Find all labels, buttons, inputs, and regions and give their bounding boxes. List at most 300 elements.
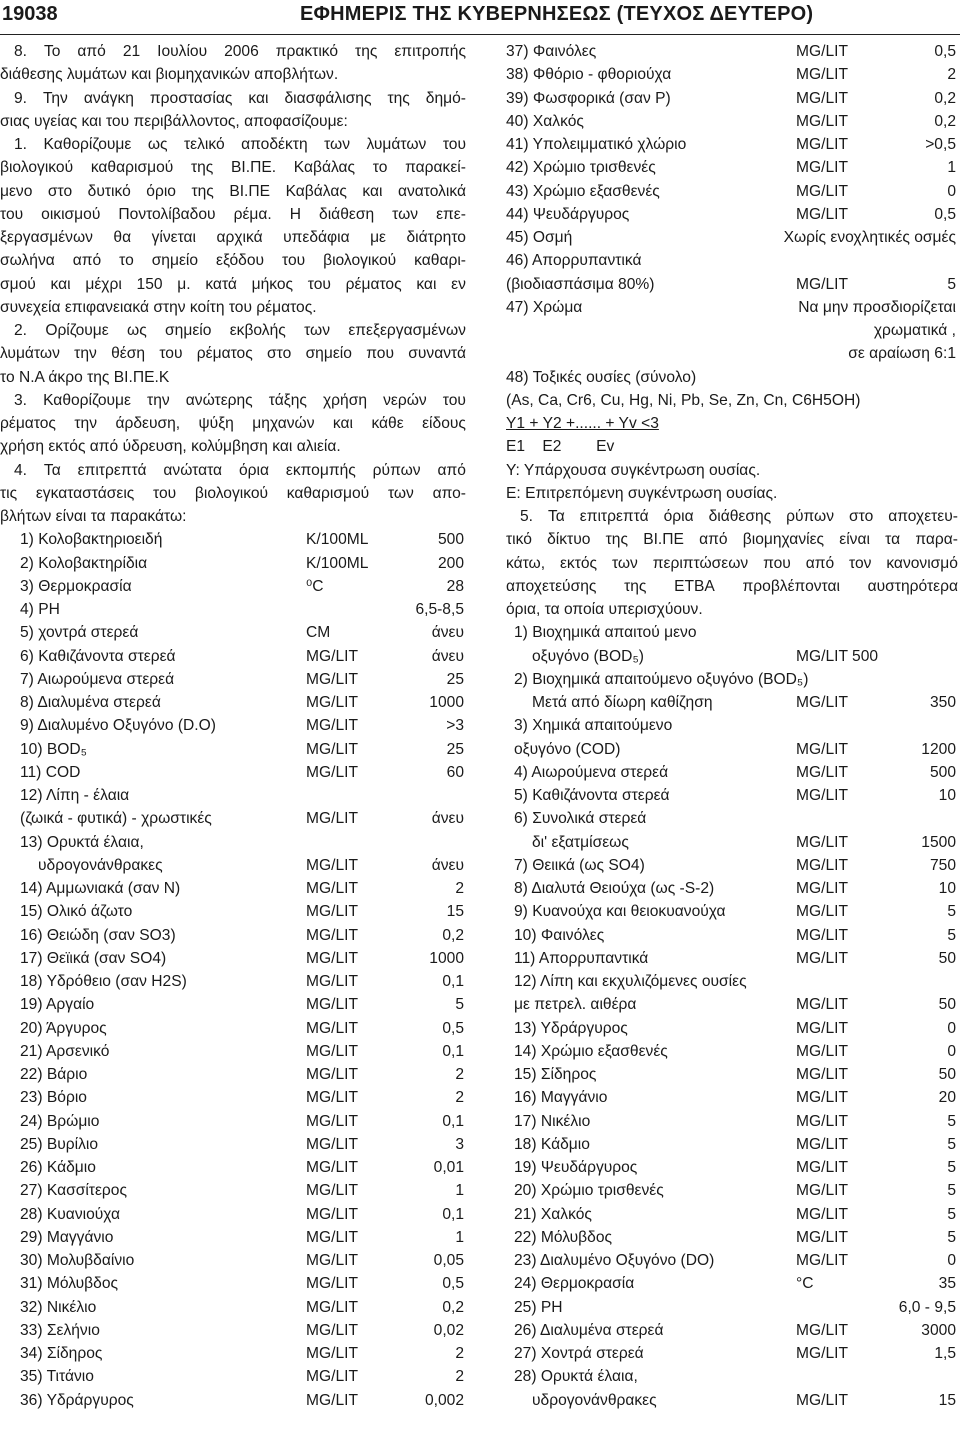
word: βιολογικού: [194, 484, 269, 502]
limit-label: υδρογονάνθρακες: [532, 1391, 657, 1409]
word: κανονισμό: [886, 554, 958, 572]
line-text: Ε: Επιτρεπόμενη συγκέντρωση ουσίας.: [506, 484, 778, 502]
limit-value: 15: [446, 903, 464, 921]
word: του: [159, 345, 183, 363]
limit-label: 8) Διαλυμένα στερεά: [20, 694, 161, 711]
text-line: [0, 180, 466, 203]
limit-value: 2: [455, 1345, 464, 1362]
limit-value: Χωρίς ενοχλητικές οσμές: [783, 229, 956, 246]
word: είναι: [839, 531, 870, 549]
limit-row: [0, 1226, 466, 1249]
limit-row: [506, 947, 958, 970]
justified-line: [14, 133, 466, 156]
limit-row: [0, 761, 466, 784]
page-number: 19038: [2, 3, 58, 25]
limit-label: 35) Τιτάνιο: [20, 1368, 94, 1386]
limit-row: [506, 226, 958, 249]
limit-label: 6) Καθιζάνοντα στερεά: [20, 647, 176, 665]
word: τα: [885, 531, 901, 549]
limit-unit: MG/LIT: [796, 763, 848, 781]
word: εν: [451, 275, 466, 293]
limit-unit: MG/LIT: [796, 1182, 848, 1200]
word: μενο: [0, 182, 33, 200]
limit-unit: MG/LIT: [306, 670, 358, 688]
limit-unit: MG/LIT: [796, 833, 848, 851]
limit-row: [0, 924, 466, 947]
limit-unit: MG/LIT: [306, 1042, 358, 1060]
limit-value: 1: [455, 1182, 464, 1200]
limit-label: 18) Κάδμιο: [514, 1135, 590, 1153]
word: και: [50, 275, 71, 293]
text-line: [0, 249, 466, 272]
text-line: [506, 598, 958, 621]
word: ανάγκη: [83, 89, 134, 107]
word: μ.: [177, 275, 191, 293]
limit-row: [506, 645, 958, 668]
limit-row: [506, 110, 958, 133]
word: της: [190, 159, 214, 177]
limit-row: [0, 552, 466, 575]
limit-label: 14) Χρώμιο εξασθενές: [514, 1042, 668, 1060]
word: 2006: [224, 43, 259, 60]
limit-row: [506, 970, 958, 993]
limit-value: 0: [947, 1252, 956, 1269]
justified-line: [0, 203, 466, 226]
limit-row: [506, 1179, 958, 1202]
word: διάτρητο: [406, 229, 466, 246]
limit-row: [0, 528, 466, 551]
limit-unit: MG/LIT: [796, 880, 848, 897]
word: εκβολής: [229, 322, 286, 339]
word: καθαρι-: [414, 252, 466, 270]
limit-row: [506, 1203, 958, 1226]
line-text: χρήση εκτός από ύδρευση, κολύμβηση και αλιεία.: [0, 438, 341, 456]
limit-unit: MG/LIT: [306, 763, 358, 781]
justified-line: [506, 575, 958, 598]
word: του: [442, 136, 466, 153]
word: των: [387, 484, 414, 502]
limit-value: 0,02: [433, 1321, 464, 1339]
limit-unit: MG/LIT: [306, 1368, 358, 1386]
limit-label: 11) Απορρυπαντικά: [514, 949, 649, 967]
limit-label: 45) Οσμή: [506, 229, 573, 246]
limit-label: 8) Διαλυτά Θειούχα (ως -S-2): [514, 880, 715, 897]
limit-label: 6) Συνολικά στερεά: [514, 810, 647, 828]
limit-label: (ζωικά - φυτικά) - χρωστικές: [20, 810, 212, 828]
text-line: [0, 296, 466, 319]
word: που: [763, 554, 791, 572]
limit-row: [0, 1272, 466, 1295]
word: όρια: [238, 461, 269, 479]
limit-row: [0, 714, 466, 737]
word: σμού: [0, 275, 36, 293]
word: στο: [267, 345, 292, 363]
limit-unit: MG/LIT: [796, 136, 848, 153]
justified-line: [14, 40, 466, 63]
limit-unit: MG/LIT: [306, 1228, 358, 1246]
limit-value: 5: [947, 1112, 956, 1130]
limit-unit: MG/LIT: [796, 66, 848, 84]
limit-label: 28) Κυανιούχα: [20, 1205, 121, 1223]
limit-value: 2: [455, 1089, 464, 1107]
limit-label: 40) Χαλκός: [506, 112, 584, 130]
limit-value: 5: [947, 1182, 956, 1200]
limit-unit: K/100ML: [306, 531, 369, 549]
limit-unit: MG/LIT: [306, 1182, 358, 1200]
limit-label: 7) Θειικά (ως SO4): [514, 856, 645, 874]
word: νερών: [383, 391, 427, 409]
justified-line: [14, 319, 466, 342]
word: σημείο: [305, 345, 352, 363]
word: του: [282, 252, 306, 270]
limit-unit: MG/LIT: [306, 880, 358, 897]
limit-row: [506, 366, 958, 389]
word: των: [304, 322, 331, 339]
limit-row: [506, 993, 958, 1016]
limit-value: 50: [938, 1066, 956, 1083]
limit-unit: MG/LIT: [796, 694, 848, 711]
word: κάτω,: [506, 554, 546, 572]
text-line: [0, 342, 466, 365]
limit-value: 350: [929, 694, 956, 711]
limit-label: 38) Φθόριο - φθοριούχα: [506, 66, 672, 84]
text-line: [0, 459, 466, 482]
limit-label: υδρογονάνθρακες: [38, 856, 163, 874]
limit-row: [506, 1133, 958, 1156]
line-text: σιας υγείας και του περιβάλλοντος, αποφασίζουμε:: [0, 112, 348, 130]
limit-value: 0,1: [442, 973, 464, 990]
word: ψύξη: [198, 415, 234, 432]
word: επιτρεπτά: [579, 508, 649, 525]
limit-label: 14) Αμμωνιακά (σαν Ν): [20, 880, 181, 897]
limit-unit: CM: [306, 624, 331, 642]
justified-line: [506, 552, 958, 575]
limit-label: (βιοδιασπάσιμα 80%): [506, 275, 655, 293]
word: 21: [122, 43, 141, 60]
limit-value: άνευ: [431, 624, 464, 642]
limit-value: 20: [938, 1089, 956, 1107]
word: τικό: [506, 531, 532, 549]
limit-row: [0, 738, 466, 761]
limit-row: [0, 947, 466, 970]
word: συναντά: [408, 345, 466, 363]
text-line: [0, 110, 466, 133]
word: αρχικά: [216, 229, 263, 246]
limit-label: Μετά από δίωρη καθίζηση: [532, 694, 713, 711]
limit-label: 21) Χαλκός: [514, 1205, 592, 1223]
limit-row: [506, 1272, 958, 1295]
limit-row: [506, 831, 958, 854]
text-line: [0, 226, 466, 249]
limit-label: 25) Βυρίλιο: [20, 1135, 99, 1153]
limit-label: 41) Υπολειμματικό χλώριο: [506, 136, 687, 153]
limit-unit: MG/LIT: [306, 1135, 358, 1153]
limit-row: [506, 1156, 958, 1179]
word: καθαρισμού: [286, 484, 370, 502]
limit-label: με πετρελ. αιθέρα: [514, 996, 637, 1014]
limit-row: [0, 1133, 466, 1156]
word: ανατολικά: [397, 182, 466, 200]
limit-label: 4) Αιωρούμενα στερεά: [514, 763, 669, 781]
limit-unit: K/100ML: [306, 554, 369, 572]
justified-line: [0, 342, 466, 365]
formula-numerators: [506, 412, 958, 435]
word: την: [147, 391, 170, 409]
limit-row: [0, 1296, 466, 1319]
limit-value: 200: [437, 554, 464, 572]
justified-line: [0, 482, 466, 505]
limit-value: 0,1: [442, 1112, 464, 1130]
limit-unit: MG/LIT: [306, 949, 358, 967]
word: απο-: [432, 484, 466, 502]
text-line: [0, 156, 466, 179]
text-line: [0, 505, 466, 528]
limit-unit: MG/LIT: [796, 43, 848, 60]
limit-value: >0,5: [925, 136, 956, 153]
limit-label: 17) Θεϊικά (σαν SO4): [20, 949, 167, 967]
limit-row: [0, 1365, 466, 1388]
limit-value: 1: [947, 159, 956, 177]
limit-value: άνευ: [431, 647, 464, 665]
text-line: [0, 203, 466, 226]
text-line: [0, 366, 466, 389]
limit-label: οξυγόνο (BOD₅): [532, 647, 644, 665]
limit-row: [0, 900, 466, 923]
justified-line: [14, 459, 466, 482]
limit-value: 0,5: [934, 205, 956, 223]
limit-row: [506, 63, 958, 86]
text-line: [0, 435, 466, 458]
word: χρήση: [322, 391, 368, 409]
word: ρέματος: [196, 345, 253, 363]
word: στο: [47, 182, 73, 200]
limit-value: 2: [455, 880, 464, 897]
word: Καθορίζουμε: [43, 391, 131, 409]
limit-row: [0, 1342, 466, 1365]
limit-value: 500: [929, 763, 956, 781]
limit-row: [0, 598, 466, 621]
limit-unit: MG/LIT: [796, 1089, 848, 1107]
limit-label: 29) Μαγγάνιο: [20, 1228, 114, 1246]
limit-row: [506, 156, 958, 179]
word: Τα: [547, 508, 565, 525]
limit-value: 2: [947, 66, 956, 84]
limit-label: 2) Βιοχημικά απαιτούμενο οξυγόνο (BOD₅): [514, 670, 809, 688]
limit-label: 9) Κυανούχα και θειοκυανούχα: [514, 903, 726, 921]
word: γίνεται: [151, 229, 196, 246]
limit-label: 48) Τοξικές ουσίες (σύνολο): [506, 368, 697, 386]
word: ΒΙ.ΠΕ.: [231, 159, 277, 177]
limit-unit: MG/LIT: [306, 694, 358, 711]
text-line: [0, 482, 466, 505]
limit-row: [506, 1365, 958, 1388]
text-line: [0, 133, 466, 156]
limit-row: [0, 831, 466, 854]
limit-unit: MG/LIT: [306, 647, 358, 665]
limit-row: [506, 389, 958, 412]
text-line: [0, 87, 466, 110]
limit-row: [0, 1179, 466, 1202]
word: δυτικό: [87, 182, 131, 200]
limit-label: 17) Νικέλιο: [514, 1112, 591, 1130]
text-line: [0, 63, 466, 86]
word: του: [442, 391, 466, 409]
limit-row: [0, 1156, 466, 1179]
limit-value: 0,002: [424, 1391, 464, 1409]
justified-line: [14, 389, 466, 412]
limit-unit: MG/LIT: [306, 903, 358, 921]
limit-value: 25: [446, 740, 464, 758]
word: όρια: [663, 508, 694, 525]
limit-unit: MG/LIT: [306, 1159, 358, 1176]
limit-row: [506, 668, 958, 691]
limit-value: 50: [938, 949, 956, 967]
text-line: [506, 575, 958, 598]
page-header: [0, 0, 960, 35]
limit-label: 42) Χρώμιο τρισθενές: [506, 159, 656, 177]
limit-row: [0, 807, 466, 830]
limit-row: [506, 1389, 958, 1412]
limit-label: 5) χοντρά στερεά: [20, 624, 139, 642]
limit-value: 1000: [429, 694, 464, 711]
limit-unit: MG/LIT: [796, 1019, 848, 1037]
limit-label: 18) Υδρόθειο (σαν H2S): [20, 973, 187, 990]
limit-row: [0, 1063, 466, 1086]
text-line: [0, 412, 466, 435]
word: 150: [136, 275, 163, 293]
text-line: [0, 273, 466, 296]
word: επε-: [436, 205, 466, 223]
justified-line: [0, 156, 466, 179]
word: δίκτυο: [547, 531, 591, 549]
limit-value: 10: [938, 880, 956, 897]
word: προβλέπονται: [742, 577, 840, 595]
word: του: [0, 205, 24, 223]
limit-value: 5: [947, 1205, 956, 1223]
word: ΒΙ.ΠΕ: [229, 182, 271, 200]
justified-line: [0, 180, 466, 203]
limit-label: 4) PH: [20, 601, 60, 618]
limit-label: 11) COD: [20, 763, 81, 781]
word: ΕΤΒΑ: [674, 577, 715, 595]
limit-row: [506, 900, 958, 923]
limit-unit: MG/LIT 500: [796, 647, 879, 665]
word: ρύπων: [372, 461, 421, 479]
limit-value: 5: [947, 1159, 956, 1176]
limit-label: 7) Αιωρούμενα στερεά: [20, 670, 175, 688]
word: Τα: [43, 461, 61, 479]
limit-unit: ⁰C: [306, 577, 324, 595]
limit-unit: MG/LIT: [306, 1252, 358, 1269]
limit-row: [506, 1017, 958, 1040]
limit-row: [506, 784, 958, 807]
word: βιομηχανίες: [742, 531, 825, 549]
limit-unit: MG/LIT: [796, 903, 848, 921]
word: βιολογικού: [0, 159, 74, 177]
justified-line: [0, 273, 466, 296]
word: κάθε: [371, 415, 404, 432]
limit-unit: °C: [796, 1275, 814, 1293]
word: την: [74, 415, 98, 432]
word: σωλήνα: [0, 252, 55, 270]
limit-value: άνευ: [431, 856, 464, 874]
limit-row: [506, 1086, 958, 1109]
word: εξόδου: [216, 252, 265, 270]
word: 2.: [14, 322, 28, 339]
word: του: [153, 484, 177, 502]
limit-unit: MG/LIT: [796, 1135, 848, 1153]
limit-value: 0: [947, 1042, 956, 1060]
limit-label: 24) Βρώμιο: [20, 1112, 100, 1130]
limit-row: [0, 1319, 466, 1342]
word: και: [416, 275, 437, 293]
limit-label: (As, Ca, Cr6, Cu, Hg, Ni, Pb, Se, Zn, Cn, C6H5OH): [506, 391, 861, 409]
limit-unit: MG/LIT: [796, 275, 848, 293]
gazette-title: ΕΦΗΜΕΡΙΣ ΤΗΣ ΚΥΒΕΡΝΗΣΕΩΣ (ΤΕΥΧΟΣ ΔΕΥΤΕΡΟ): [300, 3, 814, 25]
limit-value: 0,5: [934, 43, 956, 60]
limit-unit: MG/LIT: [796, 1112, 848, 1130]
limit-row: [506, 1110, 958, 1133]
limit-label: 27) Κασσίτερος: [20, 1182, 127, 1200]
word: διάθεσης: [708, 508, 772, 525]
limit-unit: MG/LIT: [796, 89, 848, 107]
word: αποδέκτη: [241, 136, 308, 153]
word: σημείο: [165, 322, 212, 339]
text-line: [506, 528, 958, 551]
justified-line: [0, 226, 466, 249]
limit-label: 15) Ολικό άζωτο: [20, 903, 133, 921]
limit-row: [0, 1086, 466, 1109]
limit-unit: MG/LIT: [306, 810, 358, 828]
limit-value: 1200: [921, 740, 956, 758]
limit-value: 0,2: [934, 112, 956, 130]
word: θέση: [111, 345, 146, 363]
limit-label: 22) Βάριο: [20, 1066, 88, 1083]
word: Ιουλίου: [157, 43, 208, 60]
limit-label: 44) Ψευδάργυρος: [506, 205, 630, 223]
limit-value: 0: [947, 1019, 956, 1037]
limit-label: 20) Χρώμιο τρισθενές: [514, 1182, 664, 1200]
limit-value: 6,0 - 9,5: [898, 1298, 956, 1316]
limit-label: 19) Αργαίο: [20, 996, 95, 1014]
limit-label: 3) Χημικά απαιτούμενο: [514, 717, 673, 735]
limit-value: 0,05: [433, 1252, 464, 1269]
limit-value: 0,01: [433, 1159, 464, 1176]
limit-row: [0, 993, 466, 1016]
limit-row: [506, 924, 958, 947]
limit-row: [0, 1110, 466, 1133]
limit-label: 2) Κολοβακτηρίδια: [20, 554, 148, 572]
text-line: [506, 459, 958, 482]
limit-row: [0, 1017, 466, 1040]
word: ρύπων: [786, 508, 835, 525]
limit-label: 16) Θειώδη (σαν SO3): [20, 926, 176, 944]
formula-text: Ε1 Ε2 Εv: [506, 438, 615, 456]
limit-row: [506, 1319, 958, 1342]
formula-denominators: [506, 435, 958, 458]
text-line: [506, 482, 958, 505]
limit-label: 46) Απορρυπαντικά: [506, 252, 642, 270]
word: από: [699, 531, 728, 549]
justified-line: [520, 505, 958, 528]
limit-unit: MG/LIT: [306, 1019, 358, 1037]
limit-unit: MG/LIT: [306, 1321, 358, 1339]
word: ΒΙ.ΠΕ: [643, 531, 684, 549]
limit-unit: MG/LIT: [796, 1205, 848, 1223]
limit-value: 10: [938, 787, 956, 804]
word: ρέματος: [345, 275, 402, 293]
word: αποχετευ-: [888, 508, 958, 525]
